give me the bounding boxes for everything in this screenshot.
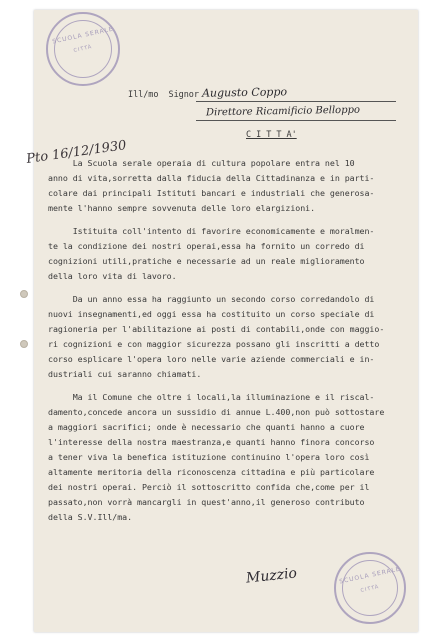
body-line: della S.V.Ill/ma. <box>48 512 133 522</box>
bottom-right-stamp <box>334 552 406 624</box>
body-line: a tener viva la benefica istituzione continuino l'opera loro così <box>48 452 370 462</box>
body-line: ri cognizioni e con maggior sicurezza possano gli inscritti a detto <box>48 339 380 349</box>
body-line: nuovi insegnamenti,ed oggi essa ha costituito un corso speciale di <box>48 309 375 319</box>
body-line: dustriali cui saranno chiamati. <box>48 369 202 379</box>
stamp-text-city: CITTÀ <box>360 584 380 594</box>
body-line: te la condizione dei nostri operai,essa ha fornito un corredo di <box>48 241 365 251</box>
top-left-stamp <box>46 12 120 86</box>
letter-paper <box>25 10 418 632</box>
body-line: dei nostri operai. Perciò il sottoscritto confida che,come per il <box>48 482 370 492</box>
body-line: a maggiori sacrifici; onde è necessario che quanti hanno a cuore <box>48 422 365 432</box>
body-line: anno di vita,sorretta dalla fiducia della Cittadinanza e in parti- <box>48 173 375 183</box>
addressee-title: Direttore Ricamificio Belloppo <box>205 104 361 119</box>
addressee-underline <box>196 101 396 102</box>
stamp-text: SCUOLA SERALE <box>51 25 115 46</box>
body-line: l'interesse della nostra maestranza,e quanti hanno finora concorso <box>48 437 375 447</box>
punch-hole-bottom <box>20 340 28 348</box>
body-line: Da un anno essa ha raggiunto un secondo corso corredandolo di <box>48 294 375 304</box>
margin-note: Pto 16/12/1930 <box>25 138 128 167</box>
body-line: Istituita coll'intento di favorire economicamente e moralmen- <box>48 226 375 236</box>
body-line: altamente meritoria della riconoscenza cittadina e più particolare <box>48 467 375 477</box>
body-line: colare dai principali Istituti bancari e industriali che generosa- <box>48 188 375 198</box>
salutation: Ill/mo Signor <box>128 90 199 100</box>
body-line: cognizioni utili,pratiche e necessarie ad un reale miglioramento <box>48 256 365 266</box>
body-line: ragioneria per l'abilitazione ai posti di contabili,onde con maggio- <box>48 324 385 334</box>
addressee-name: Augusto Coppo <box>201 85 288 100</box>
punch-hole-top <box>20 290 28 298</box>
body-line: La Scuola serale operaia di cultura popolare entra nel 10 <box>48 158 355 168</box>
body-line: damento,concede ancora un sussidio di annue L.400,non può sottostare <box>48 407 385 417</box>
body-line: mente l'hanno sempre sovvenuta delle loro elargizioni. <box>48 203 316 213</box>
body-line: corso esplicare l'opera loro nelle varie aziende commerciali e in- <box>48 354 375 364</box>
body-line: Ma il Comune che oltre i locali,la illuminazione e il riscal- <box>48 392 375 402</box>
stamp-text-city: CITTÀ <box>73 44 93 54</box>
city: C I T T A' <box>246 130 297 140</box>
body-line: passato,non vorrà mancargli in quest'anno,il generoso contributo <box>48 497 365 507</box>
body-line: della loro vita di lavoro. <box>48 271 177 281</box>
stamp-text: SCUOLA SERALE <box>338 565 402 586</box>
addressee-title-underline <box>196 120 396 121</box>
signature: Muzzio <box>245 565 298 587</box>
